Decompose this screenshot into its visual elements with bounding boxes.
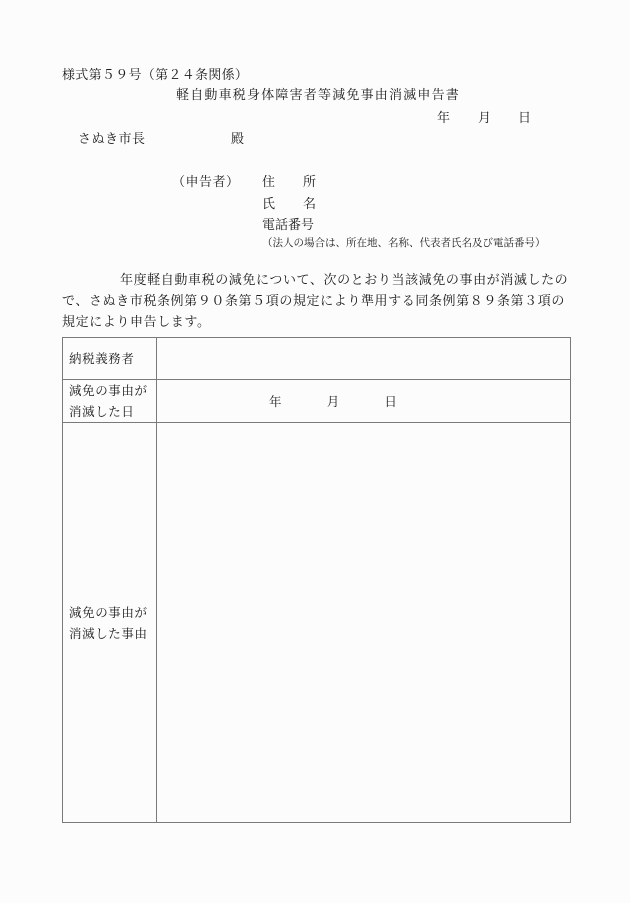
extinction-date-label xyxy=(63,380,157,423)
name-field-label xyxy=(262,193,316,212)
taxpayer-label: 納税義務者 xyxy=(63,338,157,380)
address-field-label xyxy=(262,171,316,190)
extinction-reason-label-line-1: 減免の事由が xyxy=(69,604,148,620)
corporate-note: （法人の場合は、所在地、名称、代表者氏名及び電話番号） xyxy=(262,237,546,249)
name-label-char-2: 名 xyxy=(302,197,316,212)
extinction-reason-label-line-2: 消滅した事由 xyxy=(69,625,148,641)
extinction-reason-label xyxy=(63,423,157,823)
declarant-label: （申告者） xyxy=(172,175,240,190)
extinction-year-label: 年 xyxy=(269,393,283,409)
address-label-char-2: 所 xyxy=(302,175,316,190)
submission-year-label: 年 xyxy=(437,111,451,126)
extinction-day-label: 日 xyxy=(384,393,398,409)
phone-field-label: 電話番号 xyxy=(262,218,315,233)
honorific: 殿 xyxy=(231,132,245,147)
extinction-date-field[interactable] xyxy=(157,380,571,423)
extinction-reason-field[interactable] xyxy=(157,423,571,823)
taxpayer-field[interactable] xyxy=(157,338,571,380)
declaration-body xyxy=(62,270,574,333)
submission-month-label: 月 xyxy=(478,111,492,126)
addressee: さぬき市長 xyxy=(78,132,146,147)
table-row-taxpayer xyxy=(63,338,571,380)
name-label-char-1: 氏 xyxy=(262,197,276,212)
declaration-form-table xyxy=(62,337,571,823)
table-row-extinction-date xyxy=(63,380,571,423)
table-row-extinction-reason xyxy=(63,423,571,823)
form-number: 様式第５９号（第２４条関係） xyxy=(62,68,249,83)
extinction-date-label-line-2: 消滅した日 xyxy=(69,404,135,419)
submission-day-label: 日 xyxy=(518,111,532,126)
extinction-date-label-line-1: 減免の事由が xyxy=(69,383,148,398)
address-label-char-1: 住 xyxy=(262,175,276,190)
document-title: 軽自動車税身体障害者等減免事由消滅申告書 xyxy=(176,88,461,103)
extinction-month-label: 月 xyxy=(326,393,340,409)
declaration-paragraph: 年度軽自動車税の減免について、次のとおり当該減免の事由が消滅したので、さぬき市税条例第９０条第５項の規定により準用する同条例第８９条第３項の規定により申告します。 xyxy=(62,273,569,330)
